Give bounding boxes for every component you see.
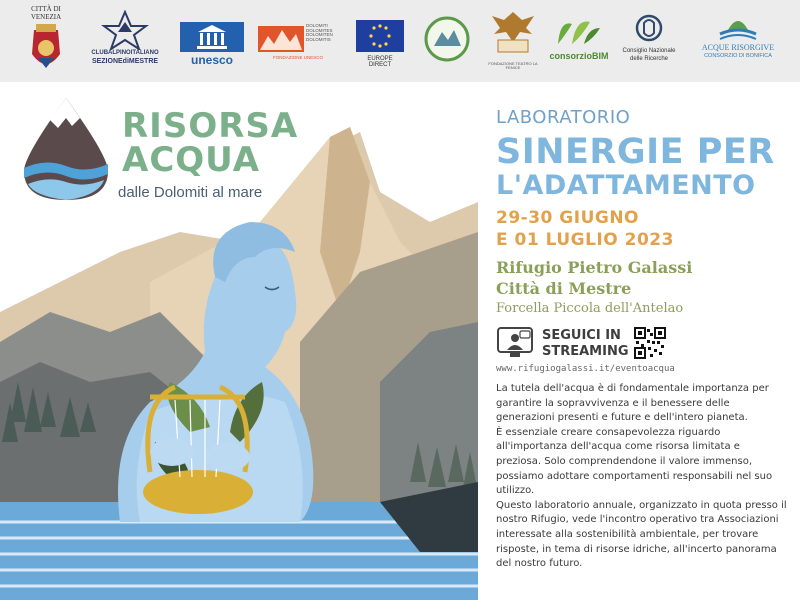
water-drop-mountain-icon — [18, 96, 114, 206]
description-paragraph: È essenziale creare consapevolezza riguardo all'importanza dell'acqua come risorsa limitata e preziosa. Solo comprendendone il valore immenso, possiamo adottare comportamenti responsabili nel suo utilizzo. — [496, 426, 773, 497]
event-venue-line1: Rifugio Pietro Galassi — [496, 258, 693, 277]
eu-flag-icon — [356, 20, 404, 52]
fondazione-teatro-logo — [484, 6, 542, 76]
partner-logo-bar — [0, 0, 800, 82]
unesco-logo — [180, 6, 244, 76]
venezia-crest-icon — [20, 24, 72, 76]
description-paragraph: La tutela dell'acqua è di fondamentale importanza per garantire la sopravvivenza e il benessere delle generazioni presenti e future e dell'intero pianeta. — [496, 383, 769, 424]
event-date-line2: E 01 LUGLIO 2023 — [496, 230, 674, 250]
event-title-line2: L'ADATTAMENTO — [496, 170, 756, 201]
poster — [0, 82, 800, 600]
acque-risorgive-logo — [690, 6, 786, 76]
bim-leaf-icon — [548, 14, 610, 50]
cai-logo-line2: SEZIONEdiMESTRE — [91, 58, 159, 65]
streaming-monitor-icon — [496, 326, 536, 362]
cnr-logo-line2: delle Ricerche — [629, 56, 669, 62]
description-paragraph: Questo laboratorio annuale, organizzato in quota presso il nostro Rifugio, vede l'incontro operativo tra Associazioni interessate alla sostenibilità ambientale, per trovare risposte, in tema di risorse idriche, all'incerto panorama del nostro futuro. — [496, 499, 787, 570]
fondazione-dolomiti-unesco-logo — [258, 6, 338, 76]
event-date-line1: 29-30 GIUGNO — [496, 208, 640, 228]
event-type-label: LABORATORIO — [496, 107, 631, 128]
streaming-title-line1: SEGUICI IN — [542, 328, 621, 343]
dolomiti-logo-sub: FONDAZIONE UNESCO — [272, 55, 323, 60]
qr-code-icon[interactable] — [634, 327, 666, 359]
streaming-title-line2: STREAMING — [542, 344, 629, 359]
acque-risorgive-line1: ACQUE RISORGIVE — [701, 43, 775, 52]
brand-subtitle: dalle Dolomiti al mare — [118, 184, 263, 201]
event-description — [496, 382, 788, 572]
round-seal-icon — [424, 16, 470, 62]
acque-risorgive-emblem-icon — [690, 10, 786, 42]
citta-di-venezia-logo — [20, 6, 72, 76]
cai-logo-line1: CLUBALPINOITALIANO — [91, 50, 159, 56]
unesco-temple-icon — [180, 22, 244, 52]
fondazione-teatro-text: FONDAZIONE TEATRO LA FENICE — [488, 61, 538, 71]
cnr-emblem-icon — [614, 12, 684, 44]
consorzio-bim-text: consorzioBIM — [549, 51, 609, 61]
risorsa-acqua-brand — [18, 96, 299, 206]
brand-title-line2: ACQUA — [122, 140, 261, 180]
streaming-url-link[interactable]: www.rifugiogalassi.it/eventoacqua — [496, 364, 675, 374]
event-title-line1: SINERGIE PER — [496, 132, 775, 172]
europe-direct-text: EUROPE DIRECT — [367, 56, 393, 69]
unesco-logo-text: unesco — [190, 53, 233, 67]
consorzio-bim-logo — [548, 6, 610, 76]
cai-mestre-logo — [82, 6, 168, 76]
event-venue-line3: Forcella Piccola dell'Antelao — [496, 301, 684, 316]
cnr-logo — [614, 6, 684, 76]
brand-title-line1: RISORSA — [122, 106, 299, 146]
phoenix-crest-icon — [484, 8, 542, 56]
event-venue-line2: Città di Mestre — [496, 279, 632, 298]
cnr-logo-line1: Consiglio Nazionale — [622, 48, 676, 54]
venezia-logo-line1: CITTÀ DI — [31, 5, 61, 13]
acque-risorgive-line2: CONSORZIO DI BONIFICA — [704, 53, 772, 59]
round-seal-logo — [424, 6, 470, 76]
dolomiti-logo-text: DOLOMITI DOLOMITES DOLOMITEN DOLOMITIS — [306, 23, 333, 43]
streaming-block[interactable] — [496, 326, 676, 362]
venezia-logo-line2: VENEZIA — [30, 13, 62, 21]
cai-star-icon — [82, 10, 168, 50]
event-info-column — [496, 82, 796, 600]
europe-direct-logo — [356, 6, 404, 76]
